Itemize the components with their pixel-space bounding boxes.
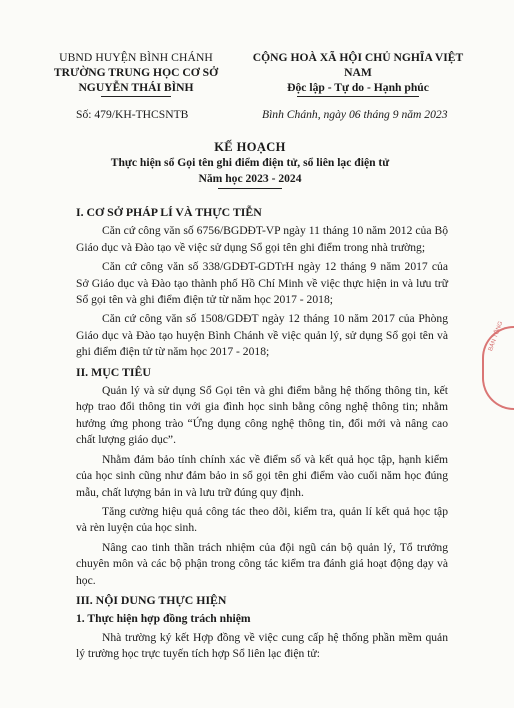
paragraph: Nâng cao tinh thần trách nhiệm của đội ngũ cán bộ quản lý, Tổ trưởng chuyên môn và các bộ phận trong công tác kiểm tra đánh giá hoạt động dạy và học.: [76, 540, 448, 587]
paragraph: Căn cứ công văn số 6756/BGDĐT-VP ngày 11 tháng 10 năm 2012 của Bộ Giáo dục và Đào tạo về việc sử dụng Sổ gọi tên ghi điểm trong nhà trường;: [76, 224, 448, 254]
document-type: KẾ HOẠCH: [214, 140, 286, 154]
national-motto: Độc lập - Tự do - Hạnh phúc: [287, 81, 429, 94]
section-heading-content: III. NỘI DUNG THỰC HIỆN: [76, 592, 227, 607]
document-number: Số: 479/KH-THCSNTB: [76, 108, 189, 121]
nation-title: CỘNG HOÀ XÃ HỘI CHỦ NGHĨA VIỆT NAM: [252, 51, 464, 79]
paragraph: Tăng cường hiệu quả công tác theo dõi, kiểm tra, quản lí kết quả học tập và rèn luyện của học sinh.: [76, 504, 448, 535]
paragraph: Căn cứ công văn số 1508/GDĐT ngày 12 tháng 10 năm 2017 của Phòng Giáo dục và Đào tạo huyện Bình Chánh về việc quản lý, sử dụng Sổ gọi tên và ghi điểm điện tử từ năm học 2017 - 2018;: [76, 312, 448, 359]
section-heading-objectives: II. MỤC TIÊU: [76, 364, 151, 379]
paragraph: Nhằm đảm bảo tính chính xác về điểm số và kết quả học tập, hạnh kiểm của học sinh cũng như đảm bảo in sổ gọi tên ghi điểm vào cuối năm học đúng mẫu, chất lượng bản in và lưu trữ đúng quy định.: [76, 452, 448, 499]
place-and-date: Bình Chánh, ngày 06 tháng 9 năm 2023: [262, 108, 448, 121]
school-year: Năm học 2023 - 2024: [198, 172, 302, 185]
paragraph: Nhà trường ký kết Hợp đồng về việc cung cấp hệ thống phần mềm quản lý trường học trực tuyến tích hợp Sổ liên lạc điện tử:: [76, 630, 448, 661]
document-title-block: [60, 139, 440, 189]
section-heading-legal-basis: I. CƠ SỞ PHÁP LÍ VÀ THỰC TIỄN: [76, 205, 262, 219]
paragraph: Căn cứ công văn số 338/GDĐT-GDTrH ngày 12 tháng 9 năm 2017 của Sở Giáo dục và Đào tạo thành phố Hồ Chí Minh về việc thực hiện in và lưu trữ Sổ gọi tên và ghi điểm điện tử từ năm học 2017 - 2018;: [76, 260, 448, 307]
national-header-block: [238, 50, 478, 97]
stamp-lettering: BÁN TỔNG: [488, 320, 505, 353]
header-left-underline: [101, 96, 171, 97]
title-underline: [218, 188, 282, 189]
document-subject: Thực hiện sổ Gọi tên ghi điểm điện tử, sổ liên lạc điện tử: [110, 156, 390, 169]
partial-seal-stamp: [482, 320, 514, 410]
document-body: [76, 204, 448, 666]
issuing-agency-block: [52, 50, 220, 97]
school-name-line2: NGUYỄN THÁI BÌNH: [78, 81, 194, 94]
school-name-line1: TRƯỜNG TRUNG HỌC CƠ SỞ: [53, 66, 219, 79]
paragraph: Quản lý và sử dụng Sổ Gọi tên và ghi điểm bằng hệ thống thông tin, kết hợp trao đổi thông tin với gia đình học sinh bằng công nghệ thông tin; nhằm hưởng ứng phong trào “Ứng dụng công nghệ thông tin, đổi mới và nâng cao chất lượng giáo dục”.: [76, 384, 448, 447]
header-right-underline: [297, 96, 419, 97]
agency-name: UBND HUYỆN BÌNH CHÁNH: [59, 51, 213, 64]
subsection-heading: 1. Thực hiện hợp đồng trách nhiệm: [76, 612, 251, 626]
